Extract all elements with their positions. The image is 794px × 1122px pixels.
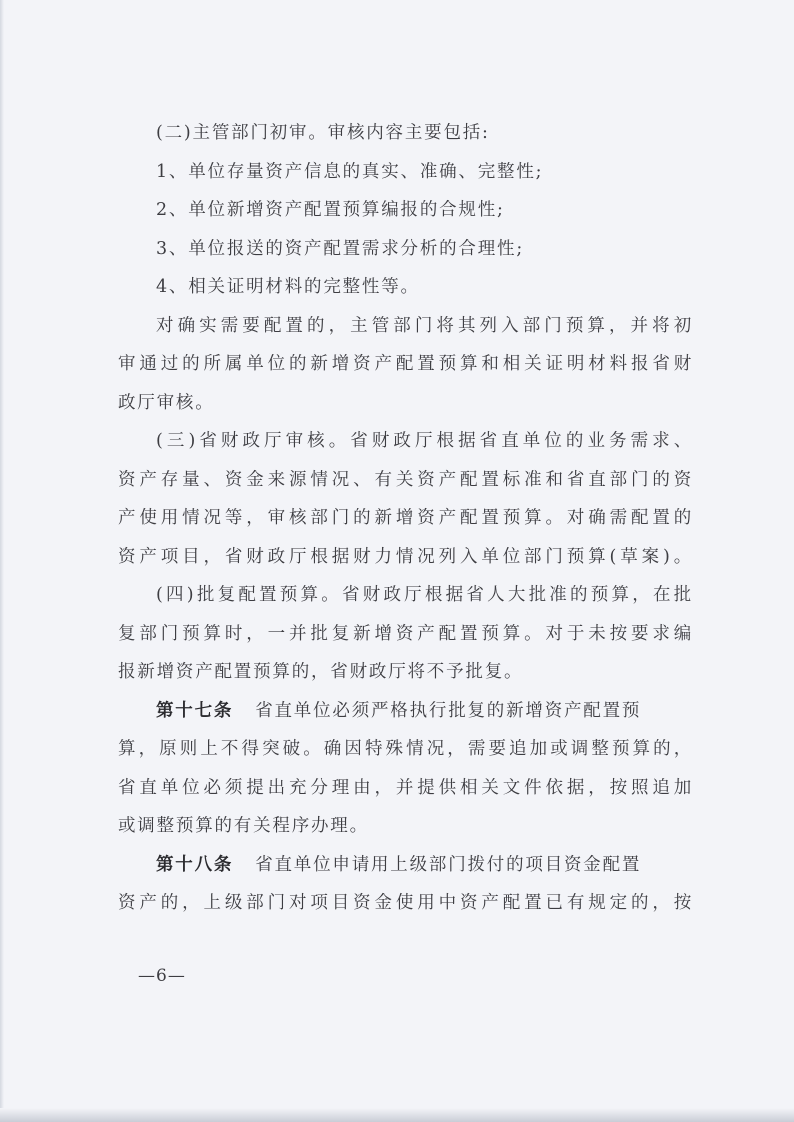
paragraph-line-9: (三)省财政厅审核。省财政厅根据省直单位的业务需求、 <box>156 431 693 451</box>
paragraph-line-7: 审通过的所属单位的新增资产配置预算和相关证明材料报省财 <box>118 354 693 374</box>
paragraph-line-6: 对确实需要配置的，主管部门将其列入部门预算，并将初 <box>156 315 693 336</box>
paragraph-line-19: 或调整预算的有关程序办理。 <box>118 816 369 836</box>
article-17-first-line <box>118 692 693 731</box>
paragraph-line-18: 省直单位必须提出充分理由，并提供相关文件依据，按照追加 <box>118 777 693 798</box>
article-17-label: 第十七条 <box>156 700 234 721</box>
paragraph-line-21: 资产的，上级部门对项目资金使用中资产配置已有规定的，按 <box>118 893 693 913</box>
article-18-text: 省直单位申请用上级部门拨付的项目资金配置 <box>255 854 642 875</box>
paragraph-line-1: (二)主管部门初审。审核内容主要包括: <box>156 123 490 143</box>
paragraph-line-14: 复部门预算时，一并批复新增资产配置预算。对于未按要求编 <box>118 623 693 644</box>
paragraph-line-17: 算，原则上不得突破。确因特殊情况，需要追加或调整预算的， <box>118 739 693 759</box>
paragraph-line-12: 资产项目，省财政厅根据财力情况列入单位部门预算(草案)。 <box>118 546 693 567</box>
paragraph-line-2: 1、单位存量资产信息的真实、准确、完整性; <box>156 161 544 182</box>
paragraph-line-10: 资产存量、资金来源情况、有关资产配置标准和省直部门的资 <box>118 469 693 490</box>
paragraph-line-13: (四)批复配置预算。省财政厅根据省人大批准的预算，在批 <box>156 585 693 605</box>
article-18-label: 第十八条 <box>156 854 234 875</box>
paragraph-line-15: 报新增资产配置预算的，省财政厅将不予批复。 <box>118 662 524 682</box>
paragraph-line-4: 3、单位报送的资产配置需求分析的合理性; <box>156 238 525 259</box>
paragraph-line-8: 政厅审核。 <box>118 392 215 413</box>
paragraph-line-5: 4、相关证明材料的完整性等。 <box>156 277 420 297</box>
scan-edge-left <box>0 0 4 1122</box>
paragraph-line-3: 2、单位新增资产配置预算编报的合规性; <box>156 200 505 220</box>
paragraph-line-11: 产使用情况等，审核部门的新增资产配置预算。对确需配置的 <box>118 508 693 528</box>
page-number: —6— <box>138 966 186 986</box>
article-18-first-line <box>118 846 693 885</box>
document-body <box>118 114 693 923</box>
scan-edge-bottom <box>0 1108 794 1122</box>
article-17-text: 省直单位必须严格执行批复的新增资产配置预 <box>255 700 642 721</box>
